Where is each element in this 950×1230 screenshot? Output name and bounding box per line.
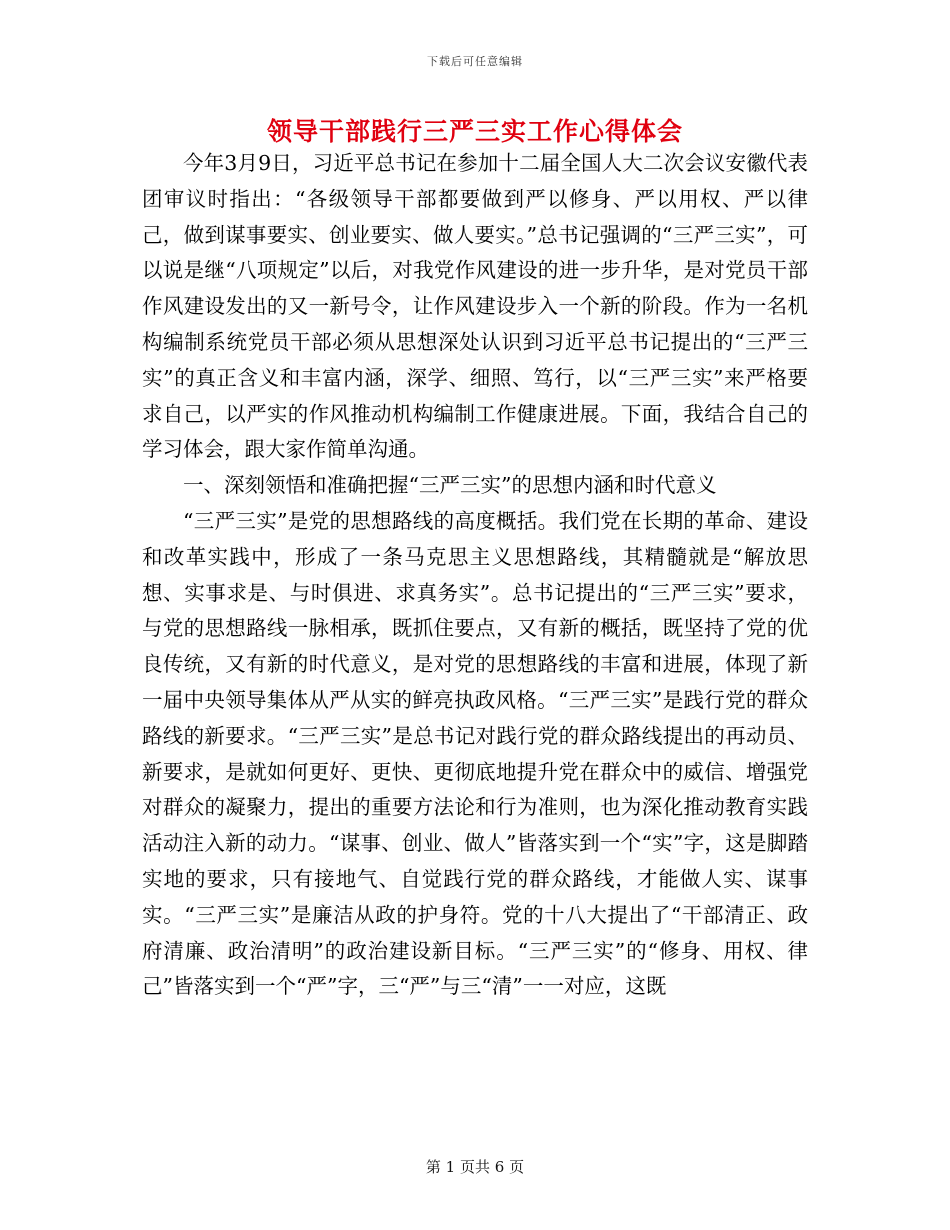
body-paragraph: “三严三实”是党的思想路线的高度概括。我们党在长期的革命、建设和改革实践中，形成了一条马克思主义思想路线，其精髓就是“解放思想、实事求是、与时俱进、求真务实”。总书记提出的“三严三实”要求，与党的思想路线一脉相承，既抓住要点，又有新的概括，既坚持了党的优良传统，又有新的时代意义，是对党的思想路线的丰富和进展，体现了新一届中央领导集体从严从实的鲜亮执政风格。“三严三实”是践行党的群众路线的新要求。“三严三实”是总书记对践行党的群众路线提出的再动员、新要求，是就如何更好、更快、更彻底地提升党在群众中的威信、增强党对群众的凝聚力，提出的重要方法论和行为准则，也为深化推动教育实践活动注入新的动力。“谋事、创业、做人”皆落实到一个“实”字，这是脚踏实地的要求，只有接地气、自觉践行党的群众路线，才能做人实、谋事实。“三严三实”是廉洁从政的护身符。党的十八大提出了“干部清正、政府清廉、政治清明”的政治建设新目标。“三严三实”的“修身、用权、律己”皆落实到一个“严”字，三“严”与三“清”一一对应，这既: [142, 508, 808, 999]
page-header-note: 下载后可任意编辑: [427, 55, 523, 68]
body-paragraph: 今年3月9日，习近平总书记在参加十二届全国人大二次会议安徽代表团审议时指出：“各级领导干部都要做到严以修身、严以用权、严以律己，做到谋事要实、创业要实、做人要实。”总书记强调的“三严三实”，可以说是继“八项规定”以后，对我党作风建设的进一步升华，是对党员干部作风建设发出的又一新号令，让作风建设步入一个新的阶段。作为一名机构编制系统党员干部必须从思想深处认识到习近平总书记提出的“三严三实”的真正含义和丰富内涵，深学、细照、笃行，以“三严三实”来严格要求自己，以严实的作风推动机构编制工作健康进展。下面，我结合自己的学习体会，跟大家作简单沟通。: [142, 151, 808, 462]
document-title: 领导干部践行三严三实工作心得体会: [266, 117, 683, 146]
section-heading: 一、深刻领悟和准确把握“三严三实”的思想内涵和时代意义: [183, 473, 717, 498]
document-body: [142, 146, 808, 1005]
page-number: 第 1 页共 6 页: [425, 1158, 525, 1176]
